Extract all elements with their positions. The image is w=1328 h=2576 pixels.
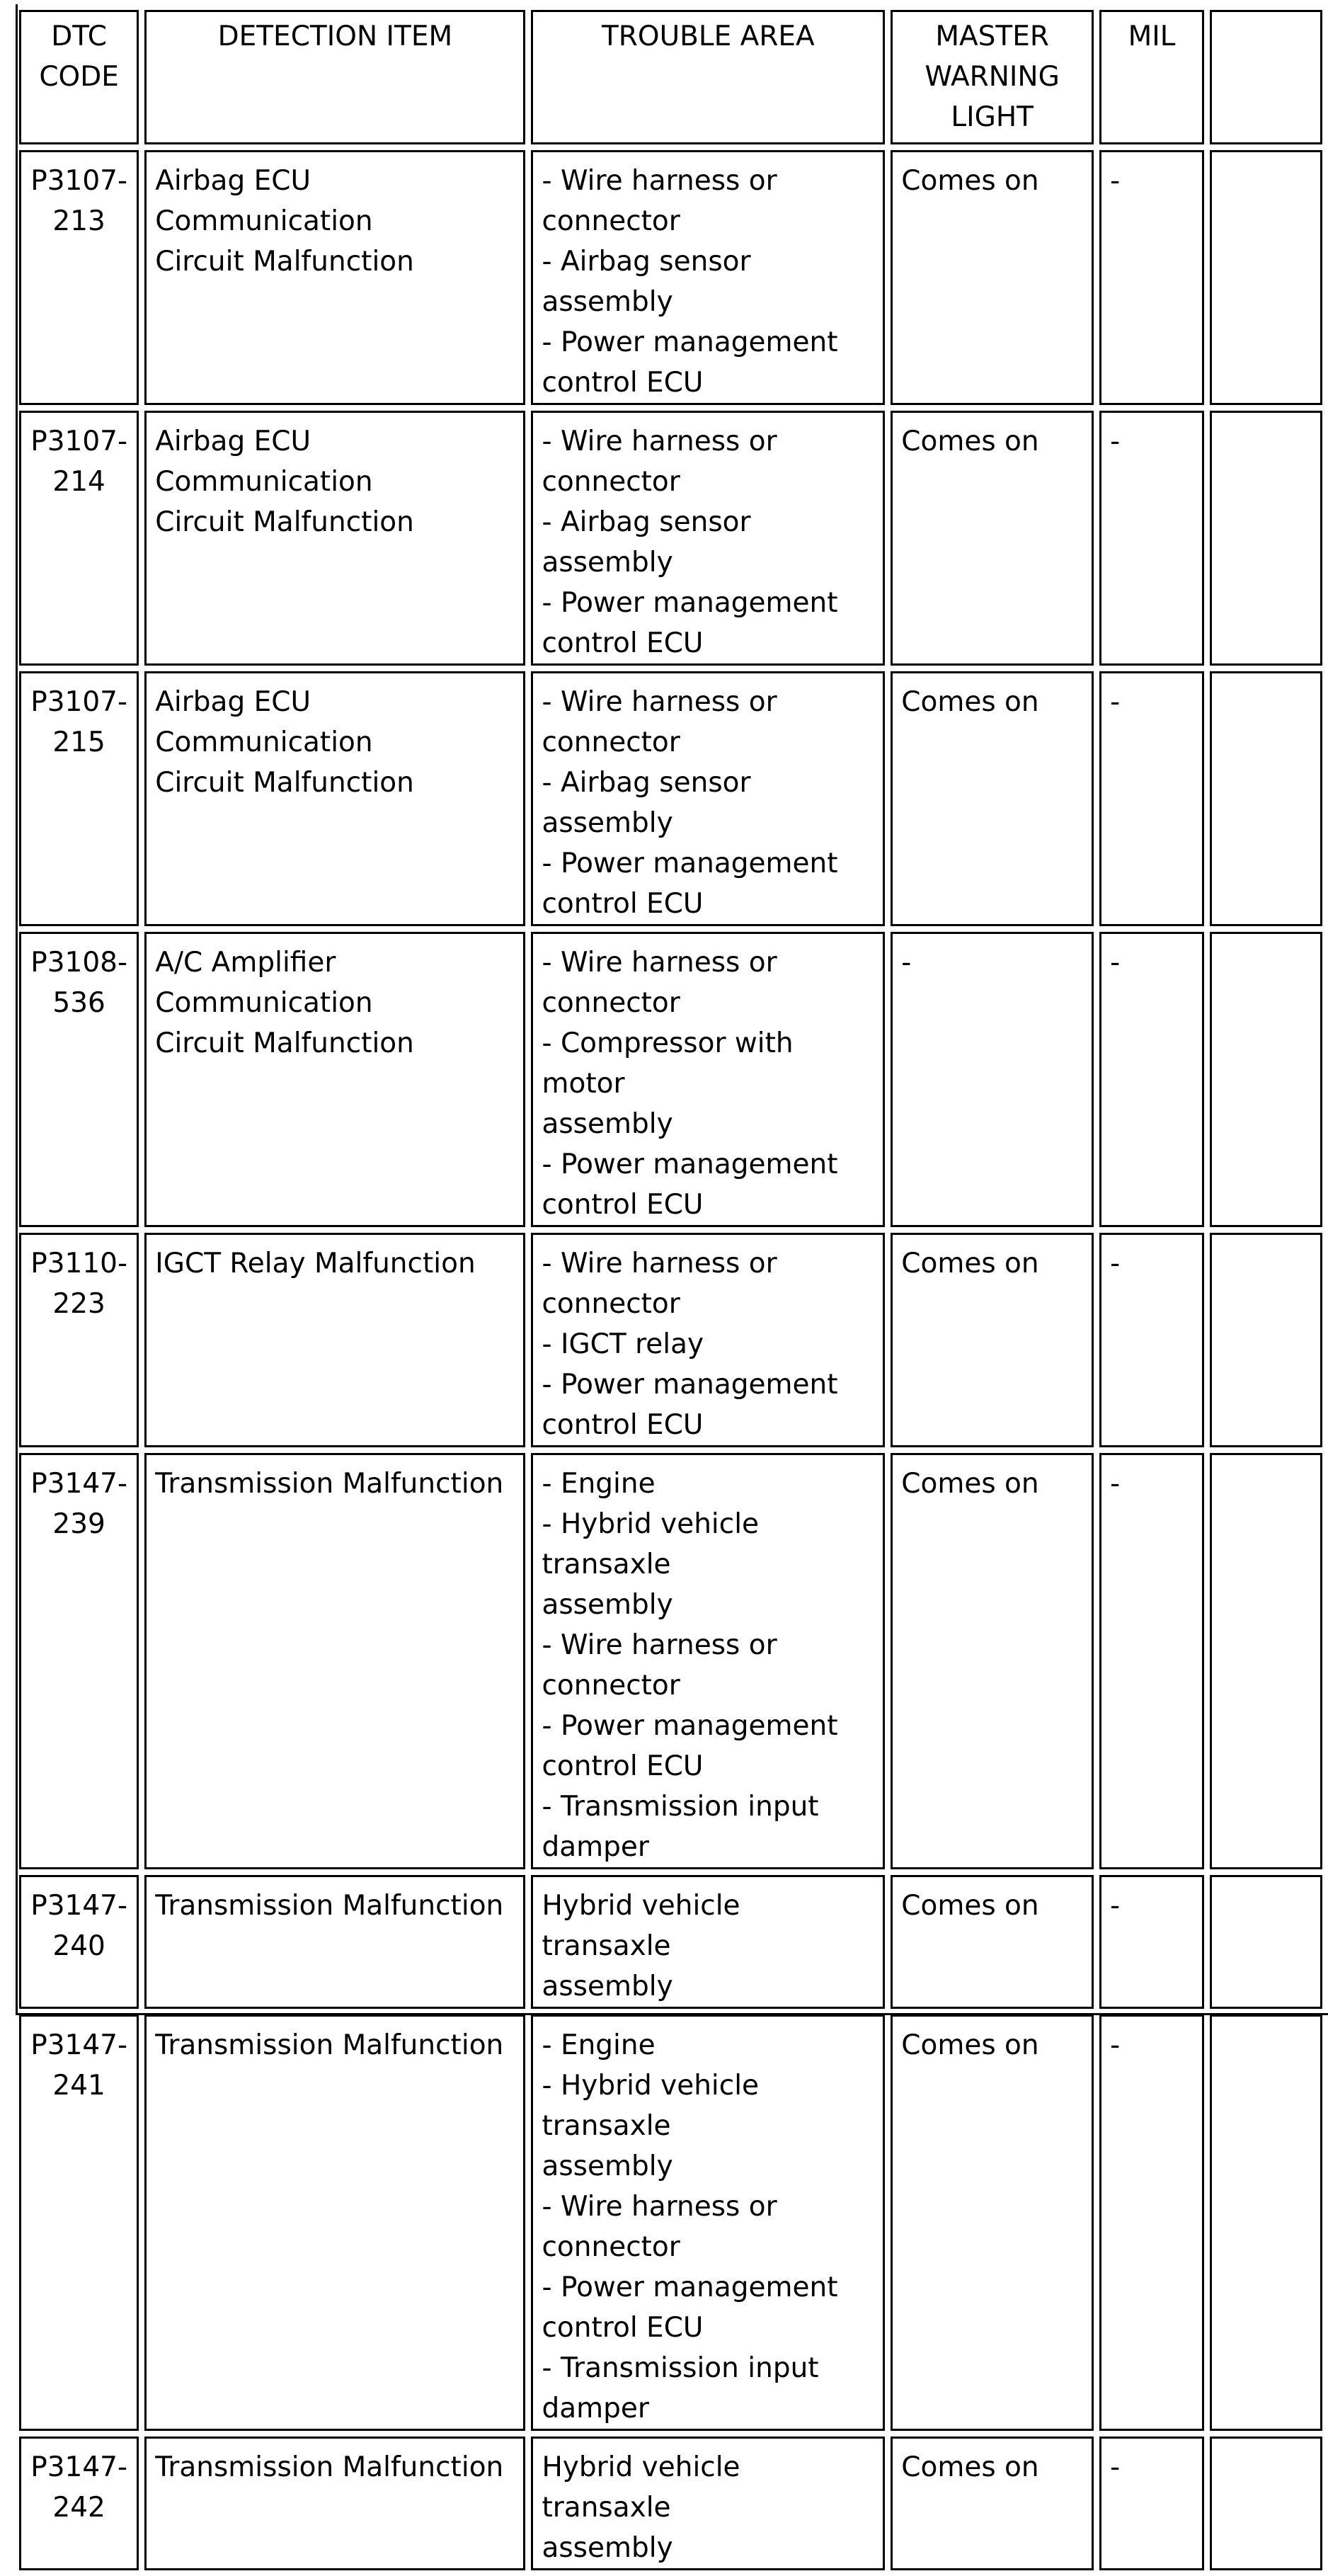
cell-line: Comes on bbox=[901, 426, 1039, 457]
cell-line: - Transmission input bbox=[542, 1791, 819, 1823]
cell-line: P3107- bbox=[30, 686, 128, 718]
trouble-area-cell bbox=[531, 411, 885, 666]
cell-line: Transmission Malfunction bbox=[155, 2451, 504, 2483]
master-warning-cell bbox=[891, 2437, 1094, 2570]
cell-line: IGCT Relay Malfunction bbox=[155, 1248, 476, 1280]
cell-line: Transmission Malfunction bbox=[155, 1468, 504, 1500]
cell-line: control ECU bbox=[542, 888, 704, 920]
cell-line: - bbox=[1110, 2029, 1121, 2061]
cell-line: - bbox=[1110, 1248, 1121, 1280]
cell-line: control ECU bbox=[542, 627, 704, 659]
cell-line: Transmission Malfunction bbox=[155, 2029, 504, 2061]
table-row bbox=[19, 411, 1322, 666]
extra-cell bbox=[1210, 2437, 1322, 2570]
detection-item-cell bbox=[144, 150, 525, 405]
cell-line: - Hybrid vehicle transaxle bbox=[542, 1508, 760, 1580]
table-row bbox=[19, 150, 1322, 405]
cell-line: control ECU bbox=[542, 367, 704, 399]
cell-line: 239 bbox=[52, 1508, 105, 1540]
dtc-code-cell bbox=[19, 932, 139, 1227]
dtc-code-cell bbox=[19, 411, 139, 666]
cell-line: P3107- bbox=[30, 165, 128, 197]
cell-line: Comes on bbox=[901, 165, 1039, 197]
dtc-code-cell bbox=[19, 2437, 139, 2570]
trouble-area-cell bbox=[531, 932, 885, 1227]
master-warning-cell bbox=[891, 1453, 1094, 1869]
cell-line: 242 bbox=[52, 2492, 105, 2524]
dtc-code-cell bbox=[19, 1453, 139, 1869]
master-warning-cell bbox=[891, 411, 1094, 666]
master-warning-cell bbox=[891, 2014, 1094, 2431]
header-row bbox=[19, 10, 1322, 144]
mil-cell bbox=[1099, 150, 1204, 405]
dtc-code-cell bbox=[19, 2014, 139, 2431]
header-master-warning-light: MASTER WARNING LIGHT bbox=[891, 10, 1094, 144]
cell-line: - Wire harness or connector bbox=[542, 1248, 777, 1320]
cell-line: damper bbox=[542, 1831, 649, 1863]
cell-line: 223 bbox=[52, 1288, 105, 1320]
cell-line: 240 bbox=[52, 1930, 105, 1962]
cell-line: - Wire harness or connector bbox=[542, 165, 777, 237]
cell-line: Comes on bbox=[901, 1248, 1039, 1280]
table-row bbox=[19, 2014, 1322, 2431]
cell-line: control ECU bbox=[542, 1189, 704, 1221]
cell-line: - Power management bbox=[542, 2272, 838, 2303]
extra-cell bbox=[1210, 1233, 1322, 1447]
cell-line: - Compressor with motor bbox=[542, 1027, 794, 1100]
cell-line: - bbox=[1110, 426, 1121, 457]
cell-line: Airbag ECU Communication bbox=[155, 165, 373, 237]
extra-cell bbox=[1210, 1453, 1322, 1869]
header-dtc-code: DTC CODE bbox=[19, 10, 139, 144]
dtc-code-cell bbox=[19, 1875, 139, 2009]
mil-cell bbox=[1099, 2014, 1204, 2431]
master-warning-cell bbox=[891, 932, 1094, 1227]
cell-line: control ECU bbox=[542, 1750, 704, 1782]
cell-line: assembly bbox=[542, 1108, 673, 1140]
master-warning-cell bbox=[891, 150, 1094, 405]
detection-item-cell bbox=[144, 411, 525, 666]
detection-item-cell bbox=[144, 2014, 525, 2431]
mil-cell bbox=[1099, 932, 1204, 1227]
cell-line: - Power management bbox=[542, 587, 838, 619]
detection-item-cell bbox=[144, 1875, 525, 2009]
extra-cell bbox=[1210, 411, 1322, 666]
extra-cell bbox=[1210, 1875, 1322, 2009]
cell-line: Hybrid vehicle transaxle bbox=[542, 1890, 740, 1962]
cell-line: Comes on bbox=[901, 2029, 1039, 2061]
cell-line: assembly bbox=[542, 2150, 673, 2182]
cell-line: - Wire harness or connector bbox=[542, 2191, 777, 2263]
cell-line: Circuit Malfunction bbox=[155, 767, 414, 799]
detection-item-cell bbox=[144, 671, 525, 926]
cell-line: Airbag ECU Communication bbox=[155, 426, 373, 498]
cell-line: P3147- bbox=[30, 1468, 128, 1500]
cell-line: - bbox=[1110, 2451, 1121, 2483]
cell-line: - Wire harness or connector bbox=[542, 1629, 777, 1702]
cell-line: assembly bbox=[542, 1589, 673, 1621]
cell-line: assembly bbox=[542, 2532, 673, 2564]
detection-item-cell bbox=[144, 1453, 525, 1869]
dtc-code-cell bbox=[19, 671, 139, 926]
cell-line: - Power management bbox=[542, 1369, 838, 1401]
master-warning-cell bbox=[891, 1233, 1094, 1447]
cell-line: - Power management bbox=[542, 1710, 838, 1742]
cell-line: control ECU bbox=[542, 2312, 704, 2344]
dtc-table bbox=[13, 4, 1328, 2576]
cell-line: P3147- bbox=[30, 2451, 128, 2483]
extra-cell bbox=[1210, 2014, 1322, 2431]
cell-line: - bbox=[1110, 1468, 1121, 1500]
cell-line: P3110- bbox=[30, 1248, 128, 1280]
cell-line: damper bbox=[542, 2393, 649, 2424]
cell-line: - bbox=[1110, 1890, 1121, 1922]
header-extra bbox=[1210, 10, 1322, 144]
header-trouble-area: TROUBLE AREA bbox=[531, 10, 885, 144]
mil-cell bbox=[1099, 1875, 1204, 2009]
trouble-area-cell bbox=[531, 2014, 885, 2431]
cell-line: Airbag ECU Communication bbox=[155, 686, 373, 758]
table-row bbox=[19, 2437, 1322, 2570]
cell-line: control ECU bbox=[542, 1409, 704, 1441]
mil-cell bbox=[1099, 671, 1204, 926]
table-row bbox=[19, 932, 1322, 1227]
table-row bbox=[19, 671, 1322, 926]
cell-line: Circuit Malfunction bbox=[155, 506, 414, 538]
cell-line: Comes on bbox=[901, 686, 1039, 718]
mil-cell bbox=[1099, 2437, 1204, 2570]
cell-line: Comes on bbox=[901, 2451, 1039, 2483]
cell-line: assembly bbox=[542, 1971, 673, 2002]
cell-line: - Engine bbox=[542, 1468, 656, 1500]
cell-line: 536 bbox=[52, 987, 105, 1019]
cell-line: - IGCT relay bbox=[542, 1328, 704, 1360]
cell-line: - bbox=[1110, 947, 1121, 979]
trouble-area-cell bbox=[531, 1453, 885, 1869]
cell-line: - Hybrid vehicle transaxle bbox=[542, 2070, 760, 2142]
trouble-area-cell bbox=[531, 671, 885, 926]
cell-line: - Power management bbox=[542, 326, 838, 358]
table-row bbox=[19, 1875, 1322, 2009]
trouble-area-cell bbox=[531, 1875, 885, 2009]
trouble-area-cell bbox=[531, 2437, 885, 2570]
cell-line: P3108- bbox=[30, 947, 128, 979]
trouble-area-cell bbox=[531, 150, 885, 405]
cell-line: - Wire harness or connector bbox=[542, 686, 777, 758]
cell-line: - Engine bbox=[542, 2029, 656, 2061]
master-warning-cell bbox=[891, 671, 1094, 926]
cell-line: Circuit Malfunction bbox=[155, 1027, 414, 1059]
trouble-area-cell bbox=[531, 1233, 885, 1447]
detection-item-cell bbox=[144, 932, 525, 1227]
cell-line: 214 bbox=[52, 466, 105, 498]
mil-cell bbox=[1099, 1233, 1204, 1447]
header-mil: MIL bbox=[1099, 10, 1204, 144]
cell-line: 213 bbox=[52, 205, 105, 237]
mil-cell bbox=[1099, 411, 1204, 666]
cell-line: - bbox=[901, 947, 912, 979]
dtc-code-cell bbox=[19, 1233, 139, 1447]
cell-line: Transmission Malfunction bbox=[155, 1890, 504, 1922]
detection-item-cell bbox=[144, 1233, 525, 1447]
cell-line: P3107- bbox=[30, 426, 128, 457]
cell-line: - Transmission input bbox=[542, 2352, 819, 2384]
extra-cell bbox=[1210, 150, 1322, 405]
cell-line: - Power management bbox=[542, 1149, 838, 1180]
master-warning-cell bbox=[891, 1875, 1094, 2009]
header-detection-item: DETECTION ITEM bbox=[144, 10, 525, 144]
extra-cell bbox=[1210, 671, 1322, 926]
cell-line: Comes on bbox=[901, 1468, 1039, 1500]
cell-line: P3147- bbox=[30, 1890, 128, 1922]
cell-line: - Wire harness or connector bbox=[542, 947, 777, 1019]
detection-item-cell bbox=[144, 2437, 525, 2570]
cell-line: - Power management bbox=[542, 848, 838, 879]
table-row bbox=[19, 1453, 1322, 1869]
cell-line: - Wire harness or connector bbox=[542, 426, 777, 498]
cell-line: 241 bbox=[52, 2070, 105, 2102]
cell-line: - bbox=[1110, 686, 1121, 718]
cell-line: Comes on bbox=[901, 1890, 1039, 1922]
extra-cell bbox=[1210, 932, 1322, 1227]
cell-line: - Airbag sensor assembly bbox=[542, 767, 751, 839]
table-row bbox=[19, 1233, 1322, 1447]
cell-line: - bbox=[1110, 165, 1121, 197]
cell-line: Circuit Malfunction bbox=[155, 246, 414, 278]
cell-line: - Airbag sensor assembly bbox=[542, 506, 751, 579]
cell-line: - Airbag sensor assembly bbox=[542, 246, 751, 318]
cell-line: A/C Amplifier Communication bbox=[155, 947, 373, 1019]
cell-line: P3147- bbox=[30, 2029, 128, 2061]
dtc-code-cell bbox=[19, 150, 139, 405]
mil-cell bbox=[1099, 1453, 1204, 1869]
cell-line: 215 bbox=[52, 726, 105, 758]
cell-line: Hybrid vehicle transaxle bbox=[542, 2451, 740, 2524]
